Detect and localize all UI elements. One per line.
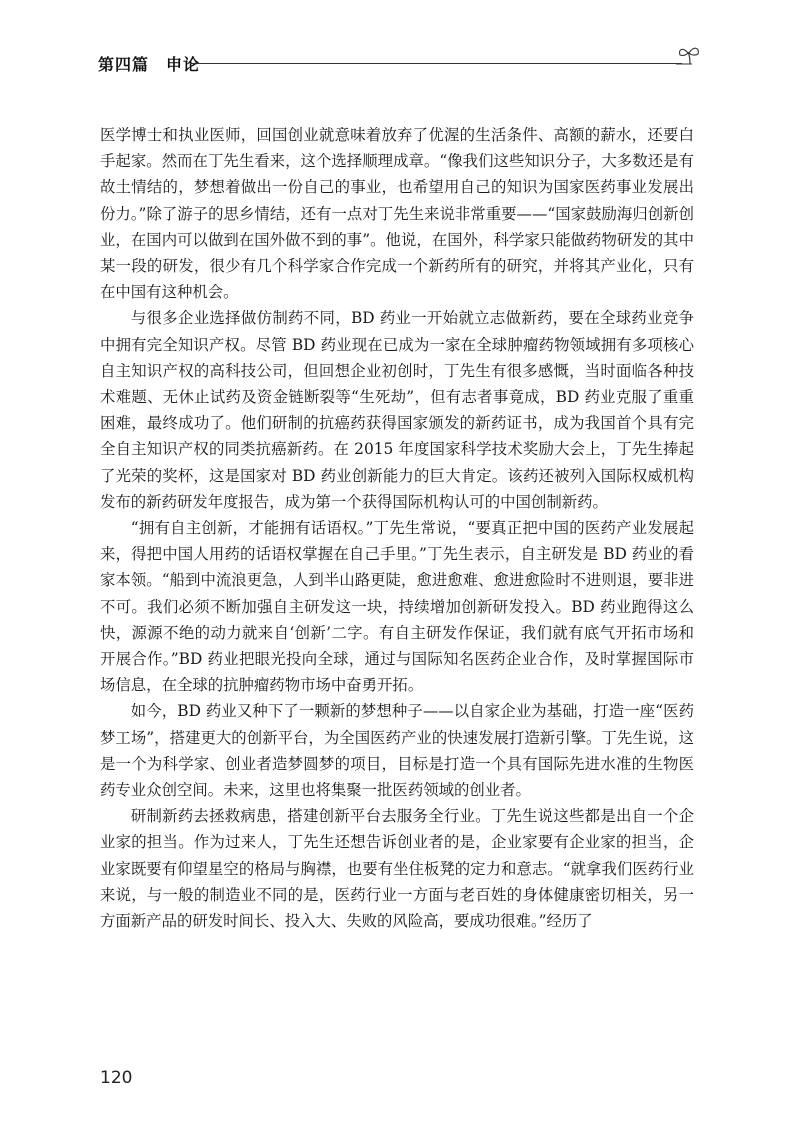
page-number: 120 bbox=[100, 1068, 133, 1088]
paragraph: 研制新药去拯救病患，搭建创新平台去服务全行业。丁先生说这些都是出自一个企业家的担当。作为过来人，丁先生还想告诉创业者的是，企业家要有企业家的担当，企业家既要有仰望星空的格局与胸襟，也要有坐住板凳的定力和意志。“就拿我们医药行业来说，与一般的制造业不同的是，医药行业一方面与老百姓的身体健康密切相关，另一方面新产品的研发时间长、投入大、失败的风险高，要成功很难。”经历了 bbox=[100, 807, 694, 931]
paragraph: 如今，BD 药业又种下了一颗新的梦想种子——以自家企业为基础，打造一座“医药梦工场”，搭建更大的创新平台，为全国医药产业的快速发展打造新引擎。丁先生说，这是一个为科学家、创业者造梦圆梦的项目，目标是打造一个具有国际先进水准的生物医药专业众创空间。未来，这里也将集聚一批医药领域的创业者。 bbox=[100, 702, 694, 800]
sprout-icon bbox=[674, 44, 704, 74]
article-body bbox=[100, 122, 694, 934]
paragraph: 医学博士和执业医师，回国创业就意味着放弃了优渥的生活条件、高额的薪水，还要白手起家。然而在丁先生看来，这个选择顺理成章。“像我们这些知识分子，大多数还是有故土情结的，梦想着做出一份自己的事业，也希望用自己的知识为国家医药事业发展出份力。”除了游子的思乡情结，还有一点对丁先生来说非常重要——“国家鼓励海归创新创业，在国内可以做到在国外做不到的事”。他说，在国外，科学家只能做药物研发的其中某一段的研发，很少有几个科学家合作完成一个新药所有的研究，并将其产业化，只有在中国有这种机会。 bbox=[100, 126, 694, 302]
paragraph: 与很多企业选择做仿制药不同，BD 药业一开始就立志做新药，要在全球药业竞争中拥有完全知识产权。尽管 BD 药业现在已成为一家在全球肿瘤药物领域拥有多项核心自主知识产权的高科技公司，但回想企业初创时，丁先生有很多感慨，当时面临各种技术难题、无休止试药及资金链断裂等“生死劫”，但有志者事竟成，BD 药业克服了重重困难，最终成功了。他们研制的抗癌药获得国家颁发的新药证书，成为我国首个具有完全自主知识产权的同类抗癌新药。在 2015 年度国家科学技术奖励大会上，丁先生捧起了光荣的奖杯，这是国家对 BD 药业创新能力的巨大肯定。该药还被列入国际权威机构发布的新药研发年度报告，成为第一个获得国际机构认可的中国创制新药。 bbox=[100, 309, 694, 511]
paragraph: “拥有自主创新，才能拥有话语权。”丁先生常说，“要真正把中国的医药产业发展起来，得把中国人用药的话语权掌握在自己手里。”丁先生表示，自主研发是 BD 药业的看家本领。“船到中流浪更急，人到半山路更陡，愈进愈难、愈进愈险时不进则退，要非进不可。我们必须不断加强自主研发这一块，持续增加创新研发投入。BD 药业跑得这么快，源源不绝的动力就来自‘创新’二字。有自主研发作保证，我们就有底气开拓市场和开展合作。”BD 药业把眼光投向全球，通过与国际知名医药企业合作，及时掌握国际市场信息，在全球的抗肿瘤药物市场中奋勇开拓。 bbox=[100, 519, 694, 695]
header-rule bbox=[190, 63, 682, 64]
section-title: 第四篇 申论 bbox=[98, 55, 201, 74]
running-header bbox=[98, 44, 698, 80]
